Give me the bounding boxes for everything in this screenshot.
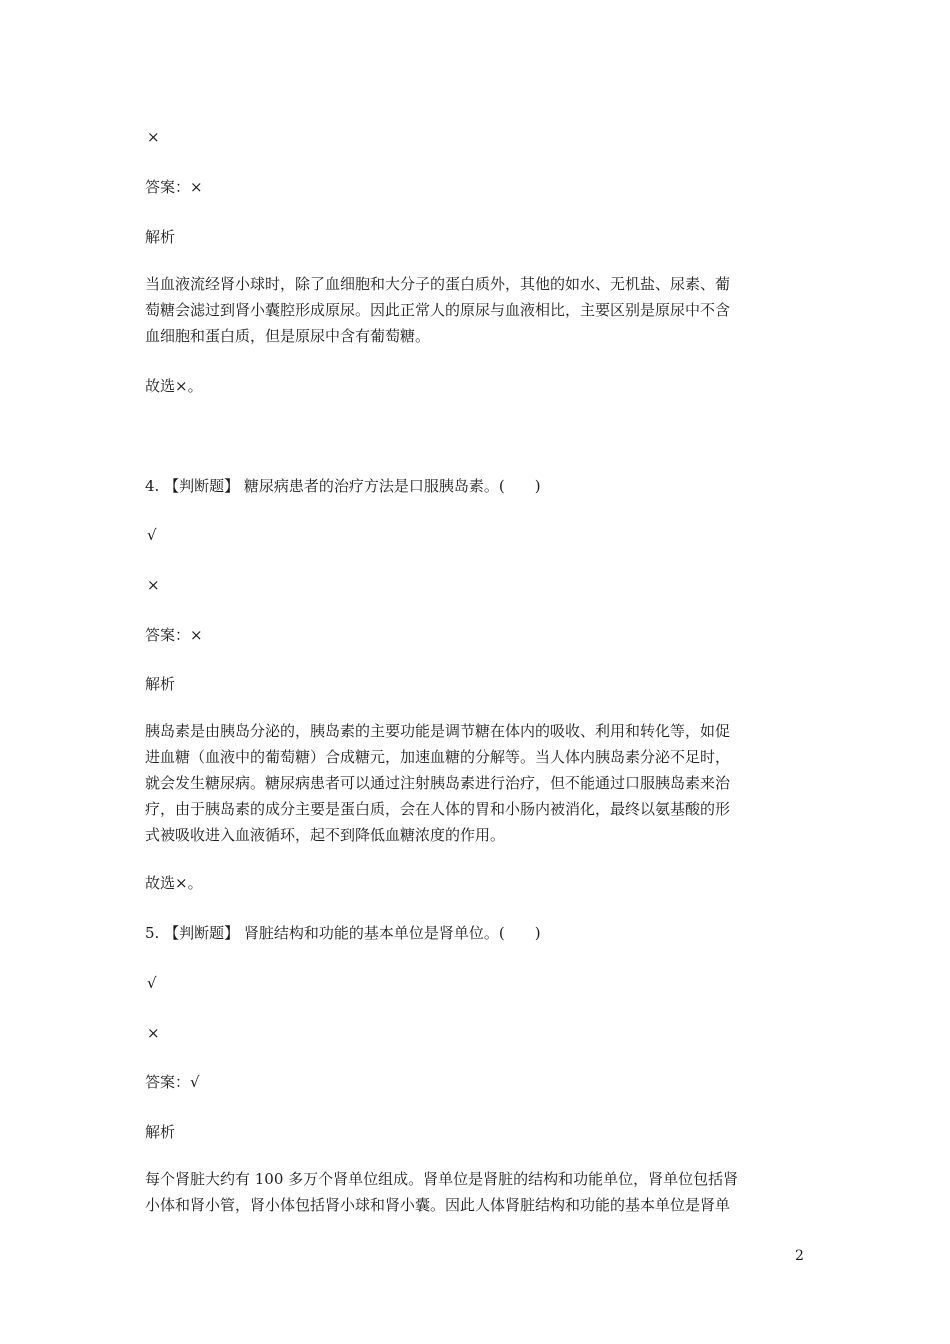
- page-number: 2: [795, 1248, 804, 1264]
- q4-analysis-line: 进血糖（血液中的葡萄糖）合成糖元，加速血糖的分解等。当人体内胰岛素分泌不足时，: [145, 748, 731, 766]
- q4-question: 4. 【判断题】 糖尿病患者的治疗方法是口服胰岛素。( ): [145, 477, 541, 495]
- q3-analysis-text: [145, 271, 810, 349]
- q3-analysis-line: 血细胞和蛋白质，但是原尿中含有葡萄糖。: [145, 327, 431, 345]
- q4-analysis-line: 疗，由于胰岛素的成分主要是蛋白质，会在人体的胃和小肠内被消化，最终以氨基酸的形: [145, 800, 731, 818]
- q4-answer: 答案：×: [145, 626, 203, 644]
- q3-analysis-line: 萄糖会滤过到肾小囊腔形成原尿。因此正常人的原尿与血液相比，主要区别是原尿中不含: [145, 301, 731, 319]
- q4-option-false: ×: [147, 576, 160, 594]
- q5-analysis-line: 小体和肾小管，肾小体包括肾小球和肾小囊。因此人体肾脏结构和功能的基本单位是肾单: [145, 1196, 731, 1214]
- q4-analysis-text: [145, 718, 810, 848]
- q5-option-false: ×: [147, 1024, 160, 1042]
- q4-conclusion: 故选×。: [145, 874, 203, 892]
- q4-analysis-heading: 解析: [145, 675, 176, 693]
- q4-option-true: √: [147, 526, 157, 544]
- q5-option-true: √: [147, 974, 157, 992]
- q3-conclusion: 故选×。: [145, 377, 203, 395]
- q5-analysis-text: [145, 1166, 810, 1218]
- q3-analysis-heading: 解析: [145, 228, 176, 246]
- q3-answer: 答案：×: [145, 178, 203, 196]
- q4-analysis-line: 就会发生糖尿病。糖尿病患者可以通过注射胰岛素进行治疗，但不能通过口服胰岛素来治: [145, 774, 731, 792]
- q5-question: 5. 【判断题】 肾脏结构和功能的基本单位是肾单位。( ): [145, 924, 541, 942]
- q3-option-false: ×: [147, 128, 160, 146]
- q5-analysis-line: 每个肾脏大约有 100 多万个肾单位组成。肾单位是肾脏的结构和功能单位，肾单位包括肾: [145, 1170, 739, 1188]
- q4-analysis-line: 胰岛素是由胰岛分泌的，胰岛素的主要功能是调节糖在体内的吸收、利用和转化等，如促: [145, 722, 731, 740]
- q4-analysis-line: 式被吸收进入血液循环，起不到降低血糖浓度的作用。: [145, 826, 506, 844]
- q3-analysis-line: 当血液流经肾小球时，除了血细胞和大分子的蛋白质外，其他的如水、无机盐、尿素、葡: [145, 275, 731, 293]
- q5-analysis-heading: 解析: [145, 1123, 176, 1141]
- q5-answer: 答案：√: [145, 1073, 200, 1091]
